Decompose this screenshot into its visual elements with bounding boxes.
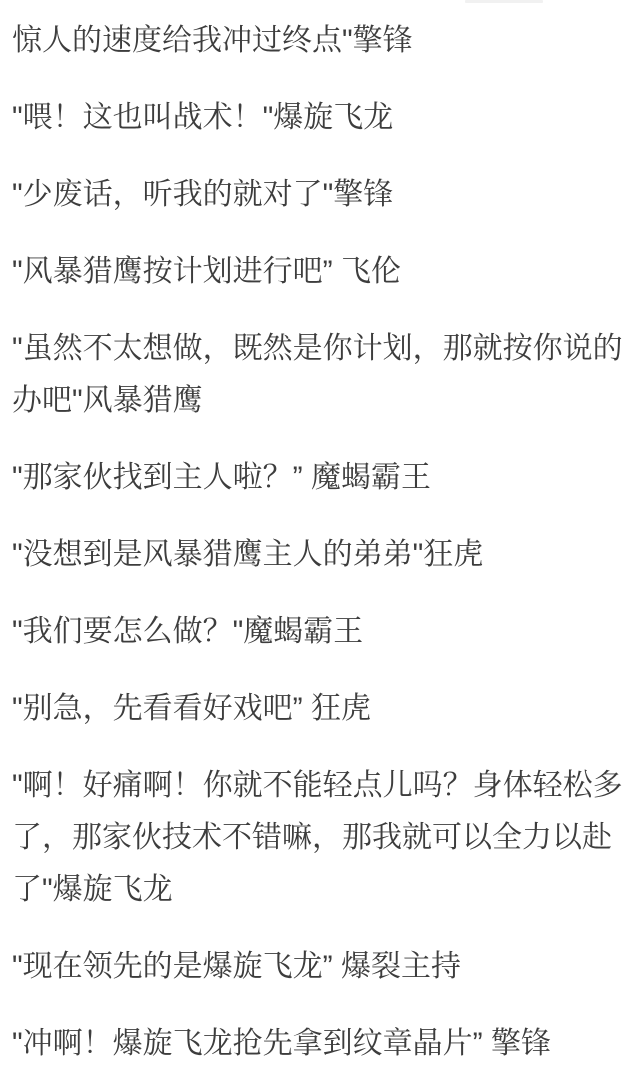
dialogue-line: "冲啊！爆旋飞龙抢先拿到纹章晶片” 擎锋 [12,1027,551,1060]
dialogue-line: "少废话，听我的就对了"擎锋 [12,178,394,211]
dialogue-line: "别急，先看看好戏吧” 狂虎 [12,692,371,725]
dialogue-line: "喂！这也叫战术！"爆旋飞龙 [12,101,394,134]
dialogue-line: "风暴猎鹰按计划进行吧” 飞伦 [12,255,401,288]
dialogue-line: "那家伙找到主人啦？” 魔蝎霸王 [12,461,431,494]
dialogue-line: "现在领先的是爆旋飞龙” 爆裂主持 [12,950,461,983]
dialogue-line: "啊！好痛啊！你就不能轻点儿吗？身体轻松多了，那家伙技术不错嘛，那我就可以全力以赴了"爆旋飞龙 [12,769,623,906]
dialogue-line: "没想到是风暴猎鹰主人的弟弟"狂虎 [12,538,484,571]
dialogue-line: "虽然不太想做，既然是你计划，那就按你说的办吧"风暴猎鹰 [12,332,623,417]
dialogue-line: "我们要怎么做？"魔蝎霸王 [12,615,364,648]
dialogue-line: 惊人的速度给我冲过终点"擎锋 [12,24,413,57]
